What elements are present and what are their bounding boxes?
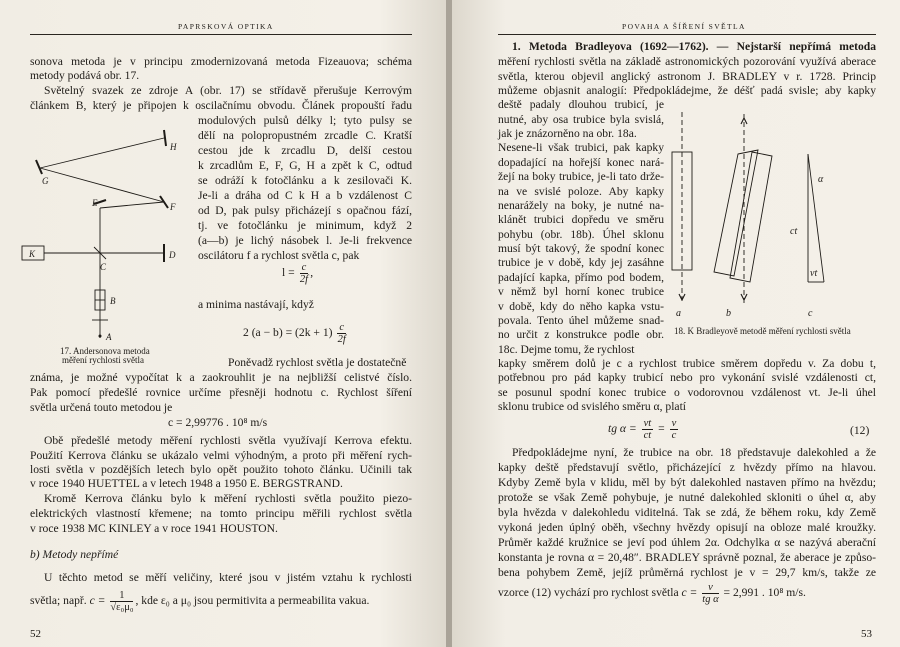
left-line-1: sonova metoda je v principu zmodernizovaná metoda Fizeauova; schéma: [30, 55, 412, 68]
eq-c2-lhs: c =: [89, 594, 106, 608]
right-line-26: sklonu trubice od svislého směru α, platí: [498, 400, 687, 413]
left-head-rule: [30, 34, 412, 35]
right-line-19: v době, kdy do něho kapka vstu-: [498, 300, 664, 313]
fig18-label-c: c: [808, 308, 813, 319]
right-line-6: nutné, aby osa trubice byla svislá,: [498, 113, 664, 126]
right-line-4: můžeme objasnit analogií: Předpokládejme, že déšť padá svisle; aby kapky: [498, 84, 876, 97]
left-line-18: Pak pomocí předešlé rovnice určíme přesněji hodnotu c. Rychlost šíření: [30, 386, 412, 399]
right-line-29: Kdyby Země byla v klidu, měl by být dalekohled nastaven přímo na hvězdu;: [498, 476, 876, 489]
eq12-frac1: [642, 418, 654, 441]
right-head-rule: [498, 34, 876, 35]
eq12-d1: ct: [643, 430, 652, 441]
left-line-16: Poněvadž rychlost světla je dostatečně: [228, 356, 407, 369]
eq12-n1: vt: [643, 418, 652, 429]
left-line-25: elektrických vlastností křemene; na tomto principu měřili rychlost světla: [30, 507, 412, 520]
left-line-15: a minima nastávají, když: [198, 298, 314, 311]
eq-final-fraction: [702, 582, 718, 605]
right-page: [452, 0, 900, 647]
eq-l-lhs: l =: [282, 266, 295, 280]
left-line-12: tj. ve fotočlánku je minimum, když 2: [198, 219, 412, 232]
left-line-23: v roce 1940 HUETTEL a v letech 1948 a 1950 E. BERGSTRAND.: [30, 477, 343, 490]
right-line-12: nenarážely na boky, je nutné na-: [498, 199, 664, 212]
left-running-head: PAPRSKOVÁ OPTIKA: [178, 22, 274, 31]
right-line-21: no určit z konstrukce podle obr.: [498, 328, 664, 341]
right-line-17: padající kapka, přímo pod bodem,: [498, 271, 664, 284]
left-line-29-start: světla; např.: [30, 594, 87, 608]
right-line-36-start: vzorce (12) vychází pro rychlost světla: [498, 586, 679, 600]
right-page-number: 53: [861, 628, 872, 640]
fig17-label-a: A: [106, 332, 112, 342]
left-line-11: od D, pak pulsy přicházejí s opačnou fází,: [198, 204, 412, 217]
left-line-22: losti světla v pozdějších letech bylo opět použito tohoto článku. Učinili tak: [30, 463, 412, 476]
right-line-33: Průměr každé kružnice se jeví pod úhlem 2α. Odchylka α se nazývá aberační: [498, 536, 876, 549]
figure-18: [668, 104, 888, 324]
fig17-label-e: E: [92, 198, 98, 208]
left-line-13: (a—b) je lichý násobek l. Je-li frekvence: [198, 234, 412, 247]
section-heading-indirect: b) Metody nepřímé: [30, 548, 119, 561]
left-page: [0, 0, 446, 647]
left-line-2: metody podává obr. 17.: [30, 69, 140, 82]
fig18-label-b: b: [726, 308, 731, 319]
right-line-11: na ve svislé poloze. Aby kapky: [498, 185, 664, 198]
right-line-22: 18c. Dejme tomu, že rychlost: [498, 343, 635, 356]
right-line-9: dopadající na hořejší konec nará-: [498, 156, 664, 169]
left-line-24: Kromě Kerrova článku bylo k měření rychlosti světla použito piezo-: [44, 492, 412, 505]
right-line-28: kapky deště představují světlo, přicházející z hvězdy přímo na hlavou.: [498, 461, 876, 474]
right-line-5: deště padaly dlouhou trubicí, je: [498, 98, 664, 111]
right-line-13: klánět trubici dopředu ve směru: [498, 213, 664, 226]
fig17-label-b: B: [110, 296, 116, 306]
right-running-head: POVAHA A ŠÍŘENÍ SVĚTLA: [622, 22, 746, 31]
left-line-9: se odráží k fotočlánku a k zesilovači K.: [198, 174, 412, 187]
eq-final-lhs: c =: [681, 586, 698, 600]
right-line-30: protože se však Země pohybuje, je nutné dalekohled skloniti o úhel α, aby: [498, 491, 876, 504]
right-line-25: se posunul spodní konec trubice o vodorovnou vzdálenost vt. Je-li úhel: [498, 386, 876, 399]
right-line-16: trubice je v době, kdy jej zasáhne: [498, 256, 664, 269]
left-line-3: Světelný svazek ze zdroje A (obr. 17) se střídavě přerušuje Kerrovým: [44, 84, 412, 97]
left-line-6: dělí na polopropustném zrcadle C. Kratší: [198, 129, 412, 142]
eq-12: [608, 418, 680, 441]
right-line-8: Nesene-li však trubici, pak kapky: [498, 141, 664, 154]
right-line-18: v němž byl horní konec trubice: [498, 285, 664, 298]
eq-c2-num: 1: [110, 590, 133, 602]
fig17-label-d: D: [169, 250, 176, 260]
eq-minima-num: c: [339, 322, 345, 333]
eq-l-den: 2f: [299, 274, 308, 285]
right-line-27: Předpokládejme nyní, že trubice na obr. 18 představuje dalekohled a že: [512, 446, 876, 459]
fig18-tube-b: [714, 150, 758, 276]
eq-final-num: v: [702, 582, 718, 594]
fig17-caption-1: 17. Andersonova metoda: [60, 346, 150, 356]
right-line-34: konstanta je rovna α = 20,48″. BRADLEY správně poznal, že aberace je způso-: [498, 551, 876, 564]
eq-minima-lhs: 2 (a − b) = (2k + 1): [243, 326, 333, 340]
left-line-19: světla určená touto metodou je: [30, 401, 173, 414]
right-line-31: byla hvězda v dalekohledu viditelná. Tak se zdá, že během roku, kdy Země: [498, 506, 876, 519]
right-line-23: kapky směrem dolů je c a rychlost trubice směrem dopředu v. Za dobu t,: [498, 357, 876, 370]
right-line-32: vykoná jeden úplný oběh, všechny hvězdy opisují na obloze malé kroužky.: [498, 521, 876, 534]
left-line-28: U těchto metod se měří veličiny, které jsou v jistém vztahu k rychlosti: [44, 571, 412, 584]
fig18-label-alpha: α: [818, 174, 824, 185]
right-line-36-end: = 2,991 . 10⁸ m/s.: [723, 586, 806, 600]
left-page-number: 52: [30, 628, 41, 640]
fig18-label-a: a: [676, 308, 681, 319]
eq-c2-den: √ε₀μ₀: [110, 602, 134, 613]
fig17-label-c: C: [100, 262, 107, 272]
eq-l-fraction: [300, 262, 309, 285]
right-line-3: světla, kterou objevil anglický astronom J. BRADLEY v r. 1728. Princip: [498, 70, 876, 83]
left-line-4: článkem B, který je připojen k oscilačnímu obvodu. Článek propouští řadu: [30, 99, 412, 112]
eq12-frac2: [670, 418, 679, 441]
fig18-caption: 18. K Bradleyově metodě měření rychlosti světla: [674, 326, 851, 336]
fig17-label-g: G: [42, 176, 49, 186]
eq-minima-den: 2f: [337, 334, 346, 345]
left-line-7: cestou jde k zrcadlu D, delší cestou: [198, 144, 412, 157]
eq-minima: [243, 322, 348, 345]
right-line-10: žejí na boky trubice, je-li tato drže-: [498, 170, 664, 183]
right-line-36: [498, 582, 806, 605]
fig18-label-vt: vt: [810, 268, 818, 279]
right-line-2: měření rychlosti světla na základě astronomických pozorování využívá aberace: [498, 55, 876, 68]
right-line-15: musí být takový, že spodní konec: [498, 242, 664, 255]
fig17-label-h: H: [170, 142, 177, 152]
left-line-29-end: , kde ε₀ a μ₀ jsou permitivita a permeabilita vakua.: [135, 594, 370, 608]
left-line-21: Použití Kerrova článku se ukázalo velmi výhodným, a proto při měření rych-: [30, 449, 412, 462]
eq-minima-fraction: [337, 322, 346, 345]
fig17-caption-2: měření rychlosti světla: [62, 355, 144, 365]
eq-c2-fraction: [110, 590, 133, 613]
fig17-label-k: K: [29, 249, 36, 259]
eq-l-num: c: [301, 262, 307, 273]
left-line-8: k zrcadlům E, F, G, H a zpět k C, odtud: [198, 159, 412, 172]
left-line-5: modulových pulsů délky l; tyto pulsy se: [198, 114, 412, 127]
figure-17: [14, 108, 200, 348]
eq12-lhs: tg α =: [608, 422, 637, 436]
left-line-14: oscilátoru f a rychlost světla c, pak: [198, 249, 360, 262]
right-line-14: pohybu (obr. 18b). Úhel sklonu: [498, 228, 664, 241]
left-line-10: Je-li a dráha od C k H a b vzdálenost C: [198, 189, 412, 202]
fig18-label-ct: ct: [790, 226, 798, 237]
left-line-29: [30, 590, 369, 613]
eq-l-tail: ,: [310, 266, 314, 280]
left-line-17: známa, je možné vypočítat k a zaokrouhlit je na nejbližší celistvé číslo.: [30, 371, 412, 384]
fig17-label-f: F: [170, 202, 176, 212]
right-line-35: bena pohybem Země, jejíž průměrná rychlost je v = 29,7 km/s, takže ze: [498, 566, 876, 579]
right-line-20: povala. Tento úhel můžeme snad-: [498, 314, 664, 327]
right-line-24: potřebnou pro pád kapky trubicí nebo pro vykonání svislé vzdálenosti ct,: [498, 371, 876, 384]
right-line-1: 1. Metoda Bradleyova (1692—1762). — Nejstarší nepřímá metoda: [512, 40, 876, 53]
left-line-20: Obě předešlé metody měření rychlosti světla využívají Kerrova efektu.: [44, 434, 412, 447]
eq12-equals: =: [658, 422, 665, 436]
right-line-7: jak je znázorněno na obr. 18a.: [498, 127, 637, 140]
eq12-n2: v: [671, 418, 677, 429]
eq-c-value: c = 2,99776 . 10⁸ m/s: [168, 416, 268, 429]
eq12-d2: c: [671, 430, 677, 441]
left-line-26: v roce 1938 MC KINLEY a v roce 1941 HOUSTON.: [30, 522, 278, 535]
eq12-number: (12): [850, 424, 870, 437]
eq-l: [282, 262, 313, 285]
source-a-dot: [99, 335, 102, 338]
eq-final-den: tg α: [702, 594, 719, 605]
